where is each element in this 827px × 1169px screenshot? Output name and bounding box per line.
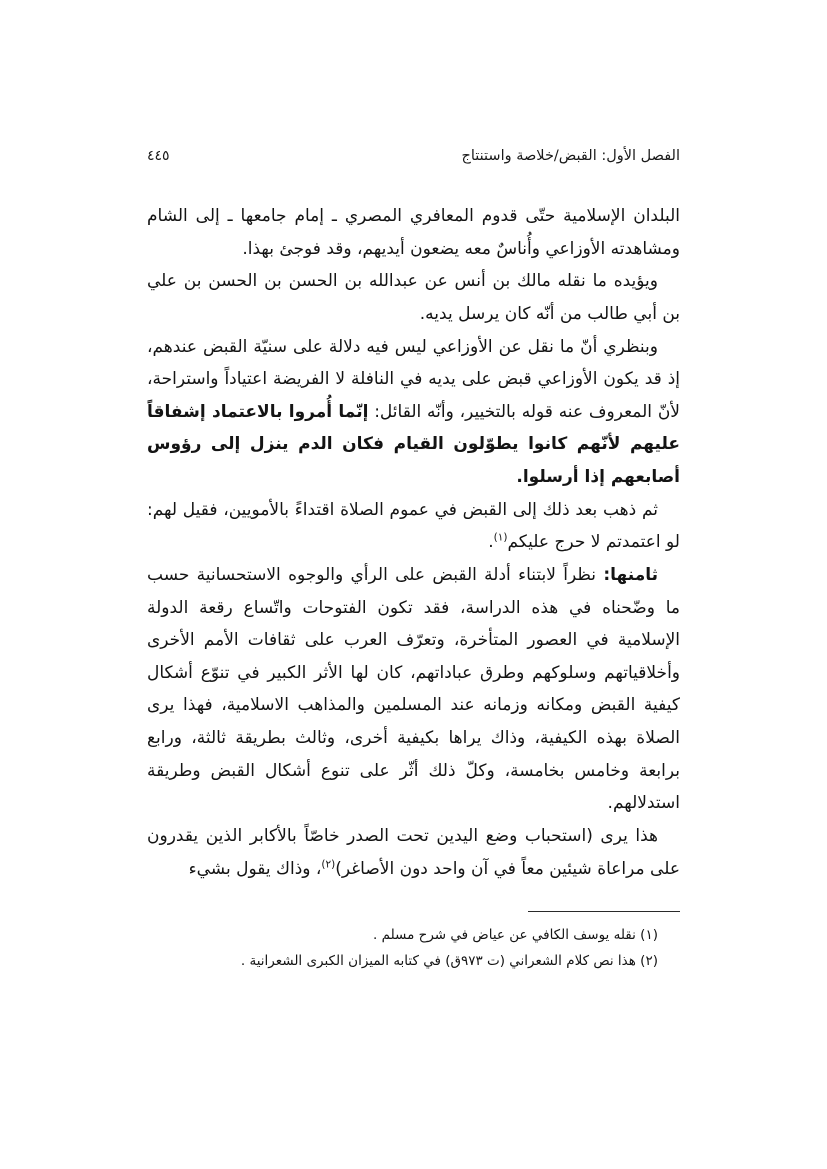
page-number: ٤٤٥ (147, 148, 170, 164)
paragraph-text: ويؤيده ما نقله مالك بن أنس عن عبدالله بن الحسن بن الحسن بن علي بن أبي طالب من أنّه كان يرسل يديه. (147, 271, 680, 324)
paragraph-text: . (488, 532, 494, 553)
paragraph-text: ، وذاك يقول بشيء (188, 858, 322, 879)
footnote-reference-1: (١) (493, 531, 508, 544)
paragraph-6 (147, 820, 680, 885)
footnote-separator (528, 911, 680, 912)
chapter-header-title: الفصل الأول: القبض/خلاصة واستنتاج (461, 148, 680, 164)
footnote-2: (٢) هذا نص كلام الشعراني (ت ٩٧٣ق) في كتابه الميزان الكبرى الشعرانية . (240, 953, 658, 970)
paragraph-3 (147, 331, 680, 494)
paragraph-text: نظراً لابتناء أدلة القبض على الرأي والوجوه الاستحسانية حسب ما وضّحناه في هذه الدراسة، فقد تكون الفتوحات واتّساع رقعة الدولة الإسلامية في العصور المتأخرة، وتعرّف العرب على ثقافات الأمم الأخرى وأخلاقياتهم وسلوكهم وطرق عباداتهم، كان لها الأثر الكبير في تنوّع أشكال كيفية القبض ومكانه وزمانه عند المسلمين والمذاهب الاسلامية، فهذا يرى الصلاة بهذه الكيفية، وذاك يراها بكيفية أخرى، وثالث بطريقة ثالثة، ورابع برابعة وخامس بخامسة، وكلّ ذلك أثّر على تنوع أشكال القبض وطريقة استدلالهم. (147, 564, 680, 814)
paragraph-text: وبنظري أنّ ما نقل عن الأوزاعي ليس فيه دلالة على سنيّة القبض عندهم، إذ قد يكون الأوزاعي قبض على يديه في النافلة لا الفريضة اعتياداً واستراحة، لأنّ المعروف عنه قوله بالتخيير، وأنّه القائل: (147, 336, 680, 422)
footnote-1: (١) نقله يوسف الكافي عن عياض في شرح مسلم . (373, 927, 658, 944)
paragraph-4 (147, 494, 680, 559)
paragraph-text: ثم ذهب بعد ذلك إلى القبض في عموم الصلاة اقتداءً بالأمويين، فقيل لهم: لو اعتمدتم لا حرج عليكم (147, 499, 680, 553)
footnotes-section (147, 911, 680, 975)
paragraph-lead-bold: ثامنها: (603, 564, 658, 585)
paragraph-text: البلدان الإسلامية حتّى قدوم المعافري المصري ـ إمام جامعها ـ إلى الشام ومشاهدته الأوزاعي وأُناسٌ معه يضعون أيديهم، وقد فوجئ بهذا. (147, 206, 680, 259)
paragraph-5 (147, 559, 680, 820)
paragraph-1 (147, 200, 680, 265)
paragraph-2 (147, 265, 680, 330)
paragraph-text: هذا يرى (استحباب وضع اليدين تحت الصدر خاصّاً بالأكابر الذين يقدرون على مراعاة شيئين معاً في آن واحد دون الأصاغر) (147, 825, 680, 879)
page-body (147, 200, 680, 885)
paragraph-text-bold: إنّما أُمروا بالاعتماد إشفاقاً عليهم لأنّهم كانوا يطوّلون القيام فكان الدم ينزل إلى رؤوس أصابعهم إذا أرسلوا. (147, 401, 680, 487)
page-header (147, 148, 680, 164)
footnote-reference-2: (٢) (321, 857, 336, 870)
